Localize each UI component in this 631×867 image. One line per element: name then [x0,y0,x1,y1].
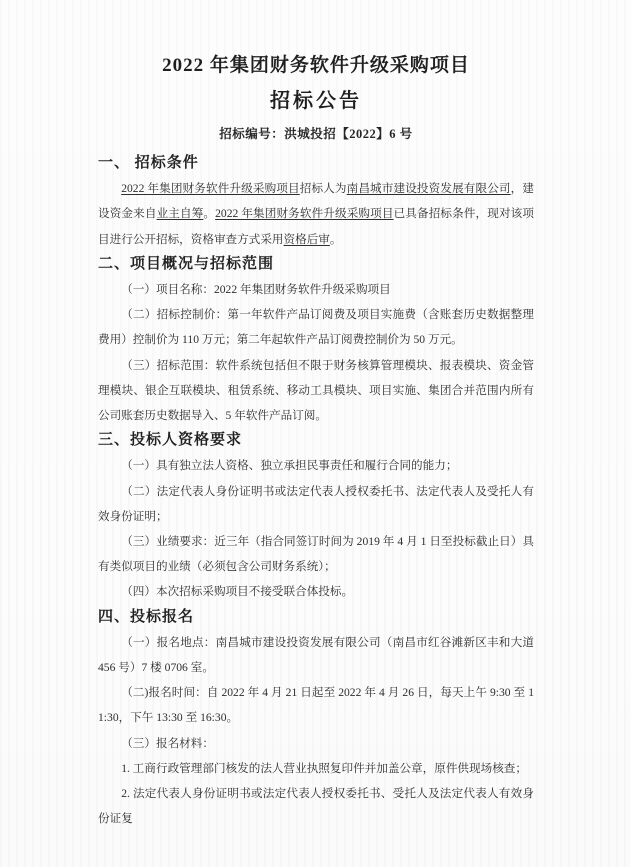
text-run: （三）报名材料： [121,736,214,750]
text-run: ，建设资金来自 [98,182,534,221]
text-run: （三）招标范围：软件系统包括但不限于财务核算管理模块、报表模块、资金管理模块、银企互联模块、租赁系统、移动工具模块、项目实施、集团合并范围内所有公司账套历史数据导入、5 年软件产品订阅。 [98,358,534,423]
text-run: （二）法定代表人身份证明书或法定代表人授权委托书、法定代表人及受托人有效身份证明； [98,484,534,523]
paragraph [98,529,534,579]
text-run: （四）本次招标采购项目不接受联合体投标。 [121,585,354,599]
text-run: 1. 工商行政管理部门核发的法人营业执照复印件并加盖公章，原件供现场核查； [121,761,527,775]
text-run: 已具备招标条件，现对该项目进行公开招标，资格审查方式采用 [98,207,534,246]
document-body [98,151,534,831]
section-heading: 一、 招标条件 [98,155,199,171]
document-subtitle: 招标公告 [270,90,362,112]
text-run: 2. 法定代表人身份证明书或法定代表人授权委托书、受托人及法定代表人有效身份证复 [98,787,534,826]
paragraph [98,479,534,529]
paragraph [98,176,534,252]
paragraph [98,630,534,680]
tender-number: 招标编号：洪城投招【2022】6 号 [219,127,413,141]
text-run: （三）业绩要求：近三年（指合同签订时间为 2019 年 4 月 1 日至投标截止日）具有类似项目的业绩（必须包含公司财务系统）； [98,535,534,574]
section-heading: 二、项目概况与招标范围 [98,255,275,272]
paragraph [98,731,534,756]
paragraph [98,781,534,831]
paragraph [98,353,534,429]
section-heading: 三、投标人资格要求 [98,432,243,449]
text-run: （二）招标控制价：第一年软件产品订阅费及项目实施费（含账套历史数据整理费用）控制价为 110 万元；第二年起软件产品订阅费控制价为 50 万元。 [98,308,534,347]
text-run: 。 [329,232,342,246]
text-run: （二)报名时间：自 2022 年 4 月 21 日起至 2022 年 4 月 26 日，每天上午 9:30 至 11:30，下午 13:30 至 16:30。 [98,686,534,725]
underlined-text-run: 业主自筹 [156,207,204,221]
text-run: （一）项目名称：2022 年集团财务软件升级采购项目 [121,283,391,297]
text-run: （一）具有独立法人资格、独立承担民事责任和履行合同的能力； [121,459,458,473]
underlined-text-run: 资格后审 [283,232,330,246]
paragraph [98,302,534,352]
document-title: 2022 年集团财务软件升级采购项目 [162,55,470,76]
text-run: 招标人为 [299,182,347,196]
paragraph [98,277,534,302]
paragraph [98,579,534,604]
text-run: （一）报名地点：南昌城市建设投资发展有限公司（南昌市红谷滩新区丰和大道 456 号）7 楼 0706 室。 [98,635,534,675]
underlined-text-run: 2022 年集团财务软件升级采购项目 [121,182,300,196]
underlined-text-run: 南昌城市建设投资发展有限公司 [346,182,511,196]
section-heading: 四、投标报名 [98,608,195,625]
text-run: 。 [203,207,216,221]
paragraph [98,756,534,781]
paragraph [98,680,534,730]
paragraph [98,453,534,478]
underlined-text-run: 2022 年集团财务软件升级采购项目 [215,207,394,221]
